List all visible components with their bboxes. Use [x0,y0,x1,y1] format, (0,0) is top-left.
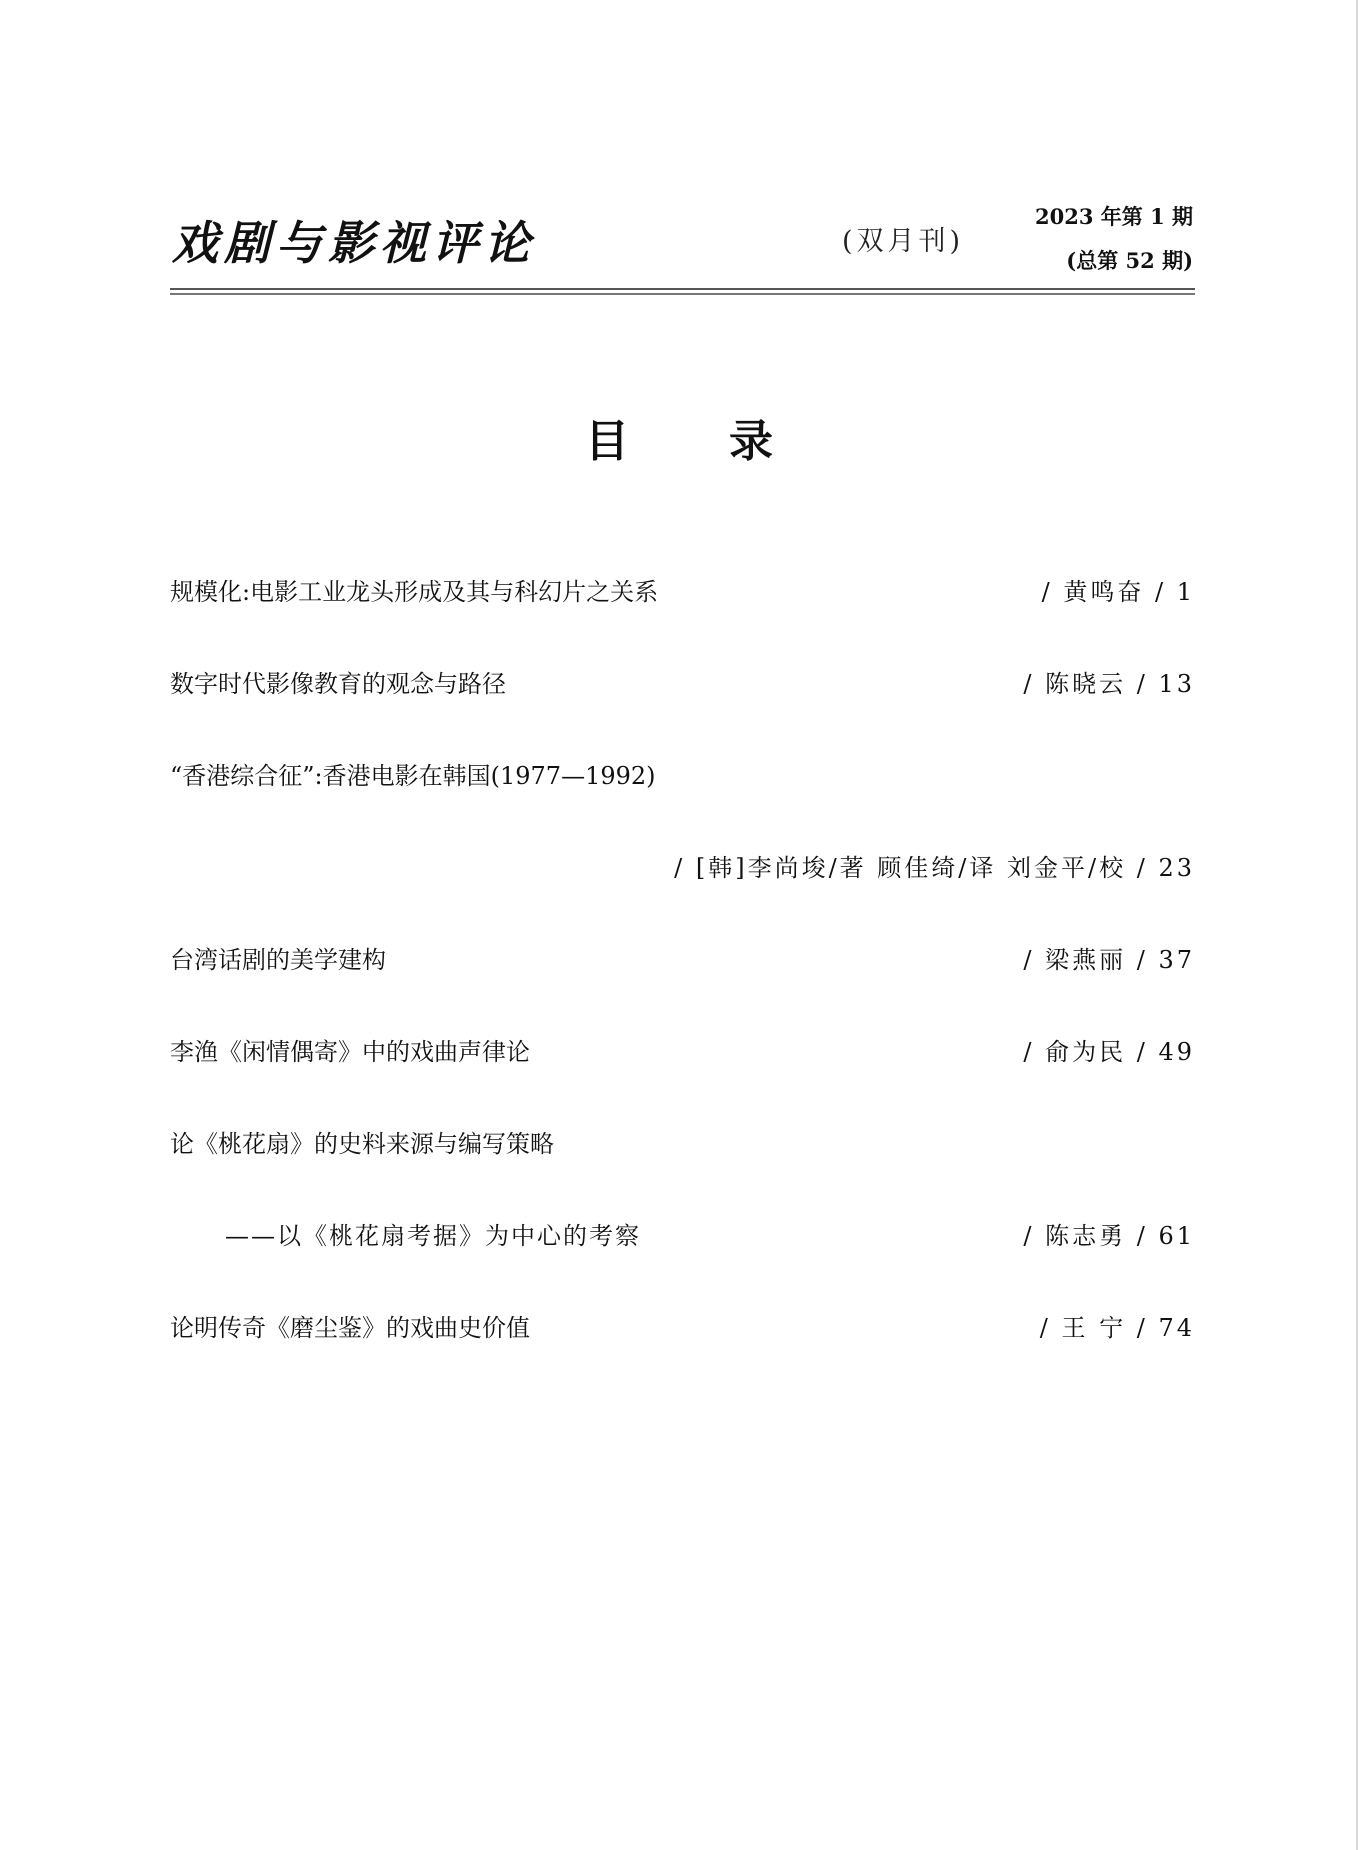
toc-entry-author-page: / 梁燕丽 / 37 [1023,946,1195,974]
toc-entry-title: 李渔《闲情偶寄》中的戏曲声律论 [170,1038,530,1066]
journal-title: 戏剧与影视评论 [172,216,536,270]
toc-entry[interactable] [170,938,1195,1030]
toc-entry-author-page: / [韩]李尚埈/著 顾佳绮/译 刘金平/校 / 23 [674,854,1195,882]
toc-entry[interactable] [170,570,1195,662]
toc-entry-title: 规模化:电影工业龙头形成及其与科幻片之关系 [170,578,659,606]
toc-entry-subtitle-text: ——以《桃花扇考据》为中心的考察 [225,1222,641,1250]
issue-total: (总第 52 期) [1066,248,1193,273]
publication-frequency: (双月刊) [842,226,965,257]
issue-number: 2023 年第 1 期 [1035,204,1193,229]
table-of-contents [170,570,1195,1398]
toc-heading: 目录 [585,416,873,467]
toc-entry-subtitle[interactable] [170,1214,1195,1306]
header-rule-bottom [170,293,1195,295]
toc-entry-author-page: / 王 宁 / 74 [1039,1314,1195,1342]
toc-entry[interactable] [170,1030,1195,1122]
journal-header [170,195,1195,295]
toc-entry-title: 台湾话剧的美学建构 [170,946,386,974]
toc-entry-title: “香港综合征”:香港电影在韩国(1977—1992) [170,762,656,790]
toc-entry-title: 数字时代影像教育的观念与路径 [170,670,506,698]
issue-info [1035,195,1193,283]
toc-entry[interactable] [170,1306,1195,1398]
toc-entry-author-page: / 陈晓云 / 13 [1023,670,1195,698]
toc-entry[interactable] [170,662,1195,754]
toc-entry-author-page: / 俞为民 / 49 [1023,1038,1195,1066]
header-rule-top [170,288,1195,290]
toc-entry-title: 论明传奇《磨尘鉴》的戏曲史价值 [170,1314,530,1342]
toc-entry-title: 论《桃花扇》的史料来源与编写策略 [170,1130,554,1158]
toc-entry-author-page: / 黄鸣奋 / 1 [1041,578,1195,606]
toc-entry[interactable] [170,1122,1195,1214]
toc-entry-author-page: / 陈志勇 / 61 [1023,1222,1195,1250]
toc-entry-continuation[interactable] [170,846,1195,938]
toc-entry[interactable] [170,754,1195,846]
